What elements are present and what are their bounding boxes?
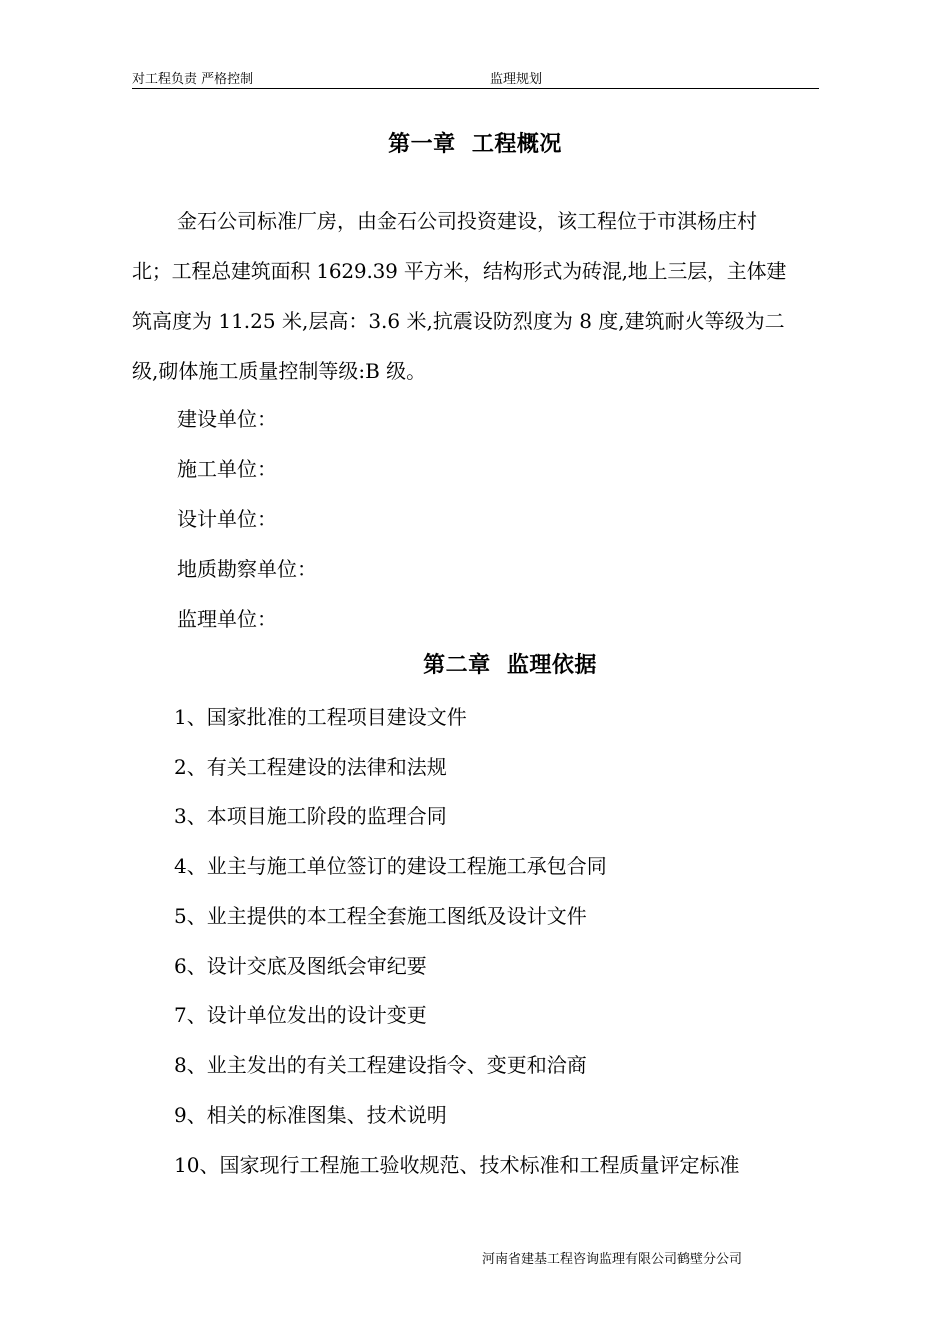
chapter-2-title: 第二章 监理依据: [423, 652, 597, 678]
basis-list-item: 7、设计单位发出的设计变更: [174, 1003, 427, 1027]
field-construction-unit: 建设单位：: [177, 407, 277, 431]
field-contractor-unit: 施工单位：: [177, 457, 277, 481]
field-design-unit: 设计单位：: [177, 507, 277, 531]
page-footer-company: 河南省建基工程咨询监理有限公司鹤壁分公司: [482, 1252, 743, 1267]
project-overview-paragraph: [132, 196, 822, 396]
field-geological-survey-unit: 地质勘察单位：: [177, 557, 317, 581]
basis-list-item: 2、有关工程建设的法律和法规: [174, 755, 447, 779]
header-doc-title: 监理规划: [490, 72, 543, 87]
basis-list-item: 3、本项目施工阶段的监理合同: [174, 804, 447, 828]
chapter-1-title: 第一章 工程概况: [388, 131, 562, 157]
paragraph-line: 北；工程总建筑面积 1629.39 平方米，结构形式为砖混,地上三层，主体建: [132, 259, 787, 283]
basis-list-item: 10、国家现行工程施工验收规范、技术标准和工程质量评定标准: [174, 1153, 740, 1177]
field-supervision-unit: 监理单位：: [177, 607, 277, 631]
basis-list-item: 5、业主提供的本工程全套施工图纸及设计文件: [174, 904, 587, 928]
header-slogan: 对工程负责 严格控制: [132, 72, 254, 87]
basis-list-item: 9、相关的标准图集、技术说明: [174, 1103, 447, 1127]
paragraph-line: 金石公司标准厂房，由金石公司投资建设，该工程位于市淇杨庄村: [177, 209, 757, 233]
basis-list-item: 1、国家批准的工程项目建设文件: [174, 705, 467, 729]
paragraph-line: 级,砌体施工质量控制等级:B 级。: [132, 359, 427, 383]
basis-list-item: 4、业主与施工单位签订的建设工程施工承包合同: [174, 854, 607, 878]
paragraph-line: 筑高度为 11.25 米,层高：3.6 米,抗震设防烈度为 8 度,建筑耐火等级为二: [132, 309, 785, 333]
basis-list-item: 8、业主发出的有关工程建设指令、变更和洽商: [174, 1053, 587, 1077]
page-header: [132, 68, 819, 89]
basis-list-item: 6、设计交底及图纸会审纪要: [174, 954, 427, 978]
